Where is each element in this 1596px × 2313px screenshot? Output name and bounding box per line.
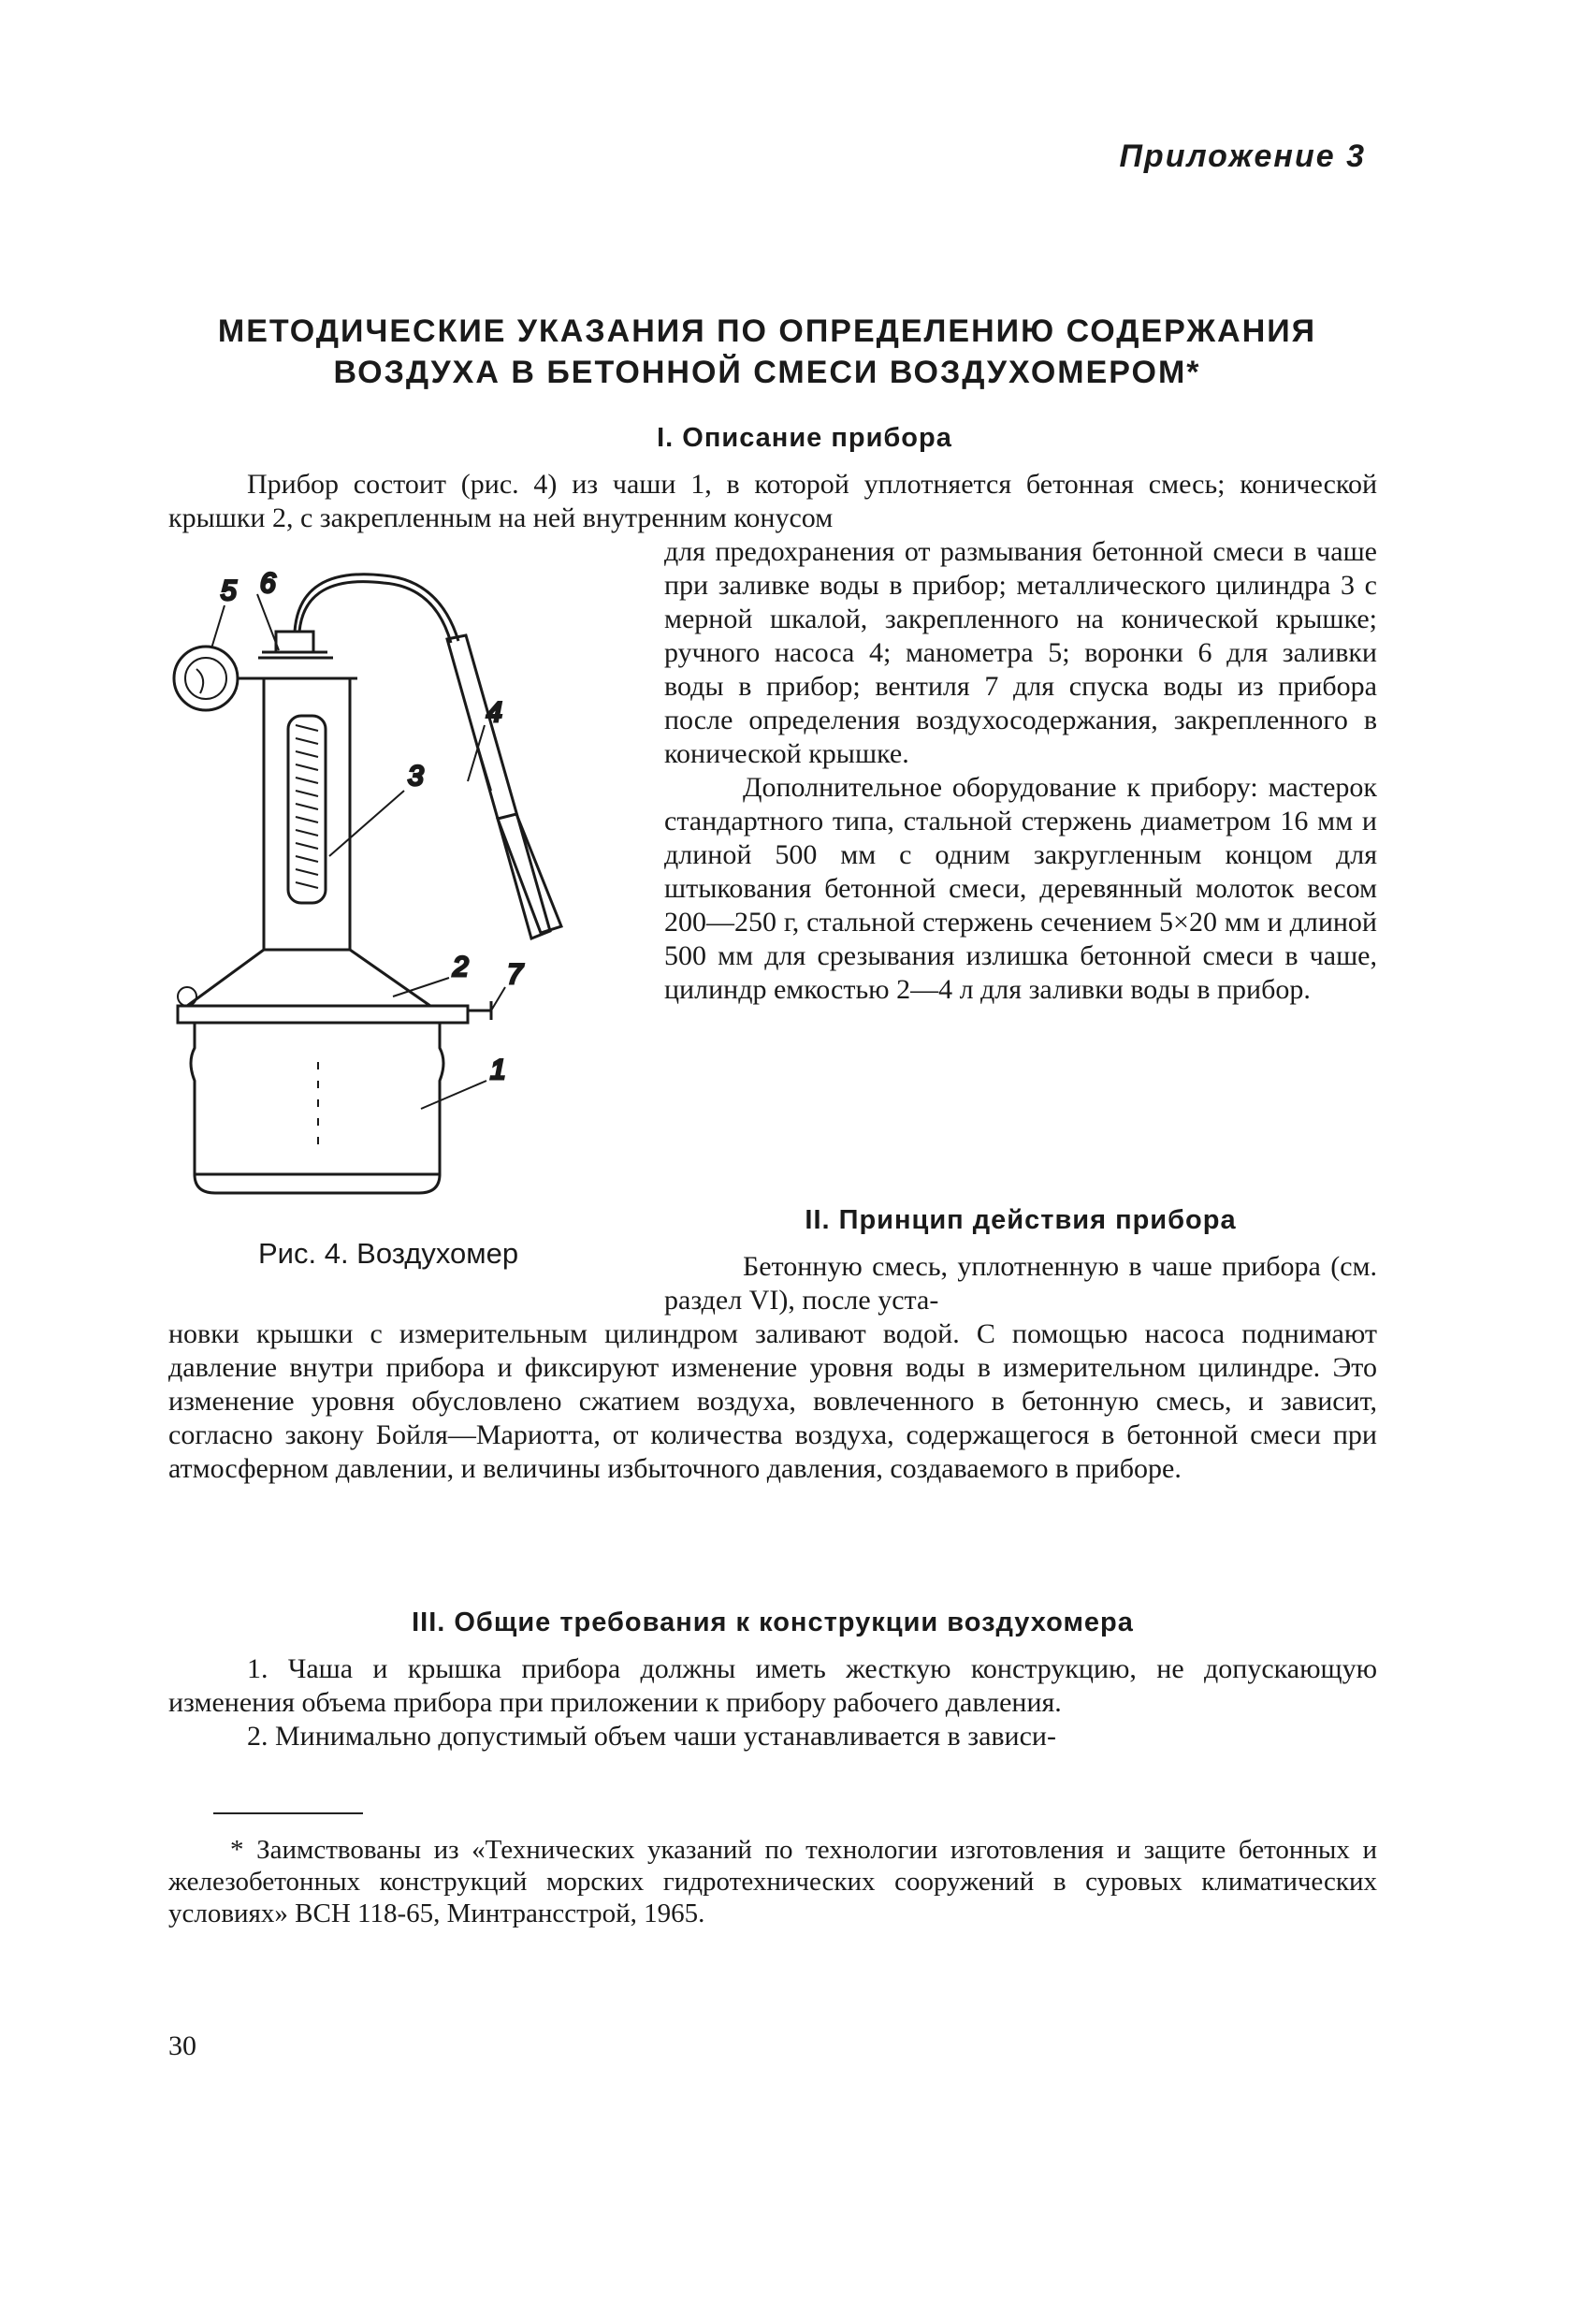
bowl	[191, 1023, 443, 1174]
footnote	[168, 1834, 1377, 1929]
air-meter-figure	[168, 538, 608, 1249]
section-2-text-top: Бетонную смесь, уплотненную в чаше прибора (см. раздел VI), после уста-	[664, 1251, 1377, 1316]
air-meter-drawing	[168, 538, 608, 1249]
section-1-paragraph-2: Дополнительное оборудование к прибору: мастерок стандартного типа, стальной стержень диаметром 16 мм и длиной 500 мм с одним закругленным концом для штыкования бетонной смеси, деревянный молоток весом 200—250 г, стальной стержень сечением 5×20 мм и длиной 500 мм для срезывания излишка бетонной смеси в чаше, цилиндр емкостью 2—4 л для заливки воды в прибор.	[664, 772, 1377, 1005]
section-3-item-2: 2. Минимально допустимый объем чаши устанавливается в зависи-	[247, 1721, 1056, 1752]
section-1-intro-text: Прибор состоит (рис. 4) из чаши 1, в которой уплотняется бетонная смесь; конической крышки 2, с закрепленным на ней внутренним конусом	[168, 469, 1377, 533]
drain-valve	[468, 1001, 491, 1020]
page-title	[168, 311, 1366, 393]
label-1: 1	[490, 1055, 506, 1085]
footnote-divider	[213, 1812, 363, 1814]
section-1-intro	[168, 468, 1377, 535]
label-3: 3	[408, 761, 424, 792]
section-1-heading: I. Описание прибора	[657, 423, 952, 453]
label-7: 7	[507, 959, 523, 990]
measuring-cylinder	[264, 678, 350, 950]
lid-flange	[178, 1006, 468, 1023]
section-2-heading: II. Принцип действия прибора	[805, 1205, 1237, 1235]
footnote-text: * Заимствованы из «Технических указаний по технологии изготовления и защите бетонных и железобетонных конструкций морских гидротехнических сооружений в суровых климатических условиях» ВСН 118-65, Минтрансстрой, 1965.	[168, 1835, 1377, 1928]
section-2-body	[168, 1317, 1377, 1486]
label-4: 4	[486, 697, 502, 728]
measuring-scale	[288, 716, 326, 903]
section-3-body	[168, 1652, 1377, 1753]
section-3-item-1: 1. Чаша и крышка прибора должны иметь жесткую конструкцию, не допускающую изменения объема прибора при приложении к прибору рабочего давления.	[168, 1653, 1377, 1718]
label-2: 2	[453, 952, 469, 982]
label-5: 5	[221, 575, 237, 606]
appendix-label: Приложение 3	[1119, 138, 1366, 174]
manometer-gauge	[174, 647, 238, 710]
section-1-column	[664, 535, 1377, 1007]
figure-caption: Рис. 4. Воздухомер	[258, 1237, 519, 1270]
conical-lid	[187, 950, 430, 1006]
section-3-heading: III. Общие требования к конструкции воздухомера	[412, 1607, 1134, 1637]
title-line-2: ВОЗДУХА В БЕТОННОЙ СМЕСИ ВОЗДУХОМЕРОМ*	[333, 355, 1201, 390]
funnel	[276, 632, 313, 652]
section-1-paragraph-1: для предохранения от размывания бетонной смеси в чаше при заливке воды в прибор; металлического цилиндра 3 с мерной шкалой, закрепленного на конической крышке; ручного насоса 4; манометра 5; воронки 6 для заливки воды в прибор; вентиля 7 для спуска воды из прибора после определения воздухосодержания, закрепленного в конической крышке.	[664, 536, 1377, 769]
section-2-text-body: новки крышки с измерительным цилиндром заливают водой. С помощью насоса поднимают давление внутри прибора и фиксируют изменение уровня воды в измерительном цилиндре. Это изменение уровня обусловлено сжатием воздуха, вовлеченного в бетонную смесь, и зависит, согласно закону Бойля—Мариотта, от количества воздуха, содержащегося в бетонной смеси при атмосферном давлении, и величины избыточного давления, создаваемого в приборе.	[168, 1318, 1377, 1484]
page-number: 30	[168, 2030, 196, 2061]
section-2-top	[664, 1250, 1377, 1317]
label-6: 6	[260, 568, 276, 599]
title-line-1: МЕТОДИЧЕСКИЕ УКАЗАНИЯ ПО ОПРЕДЕЛЕНИЮ СОДЕРЖАНИЯ	[217, 313, 1317, 349]
hand-pump	[447, 635, 550, 938]
